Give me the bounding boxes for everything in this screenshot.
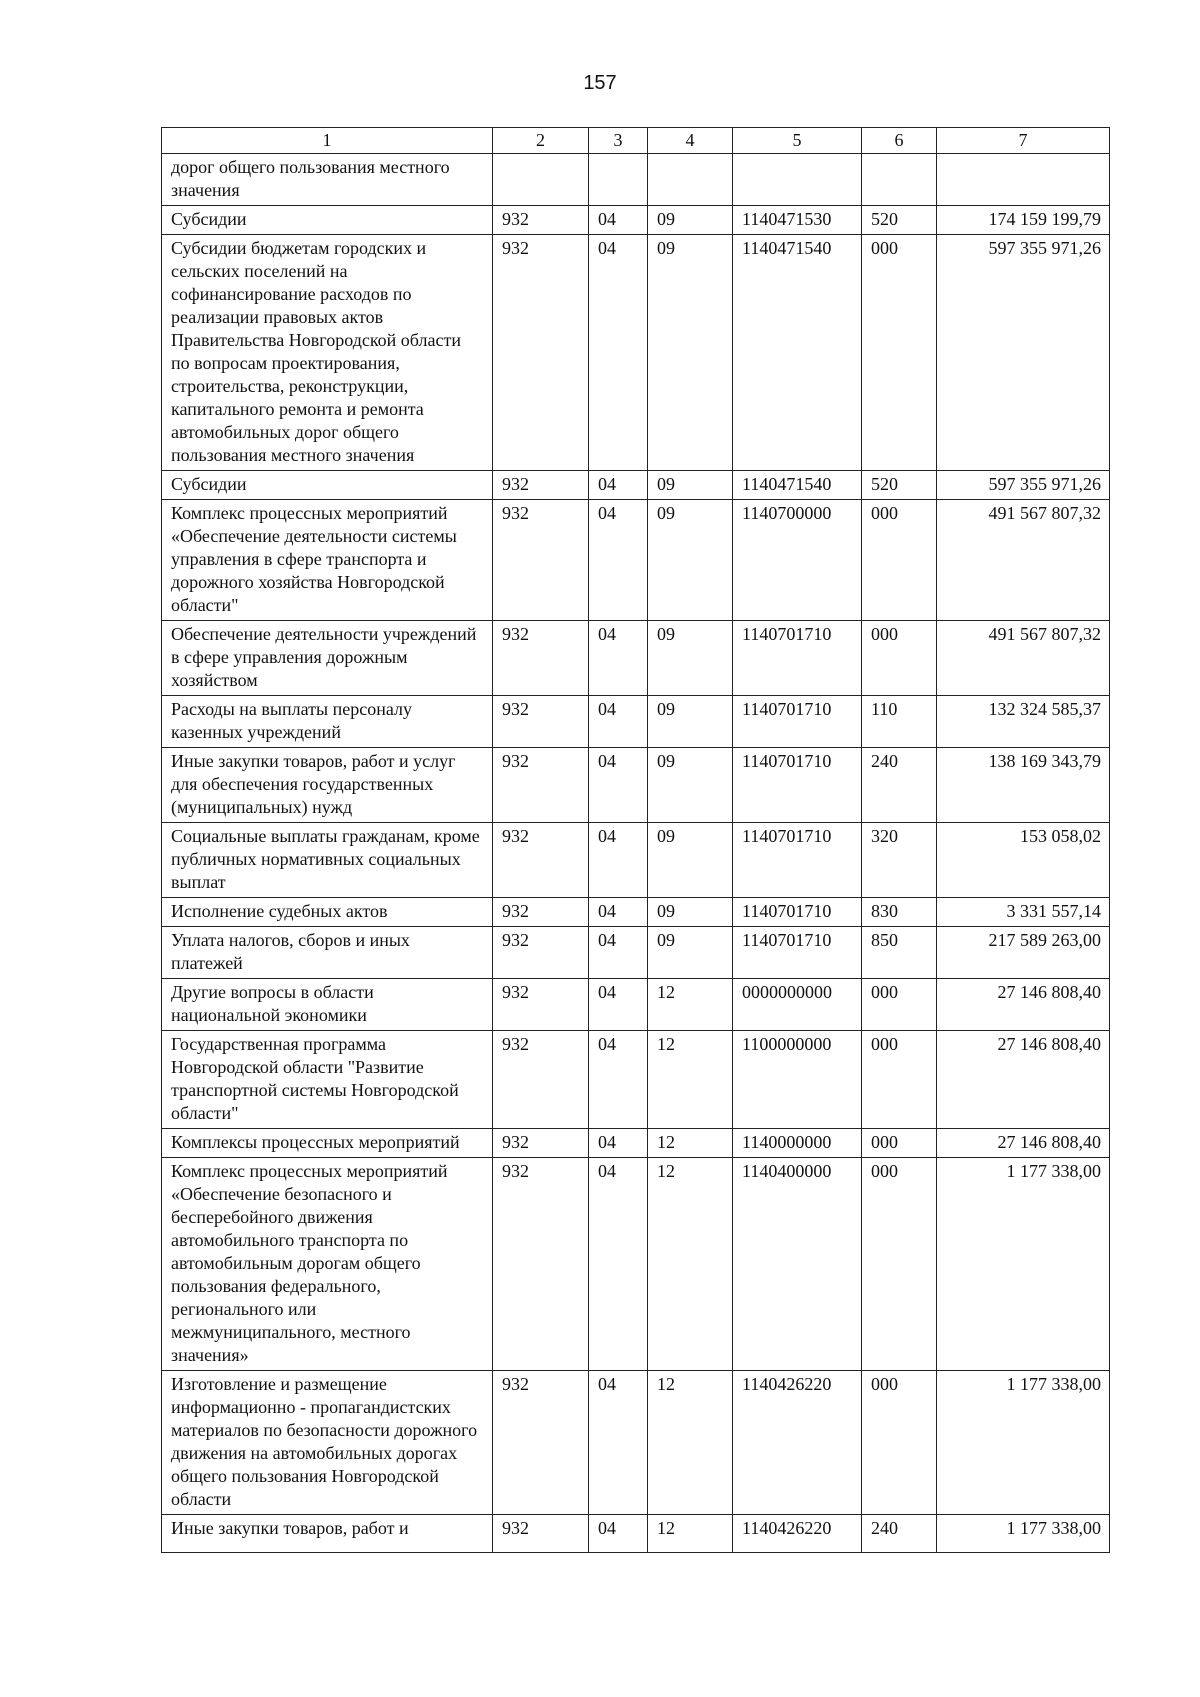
row-amount-cell: 3 331 557,14 [937,898,1110,927]
table-row [162,471,1110,500]
row-subsection-cell: 12 [648,1129,733,1158]
row-target-article-cell: 1140400000 [733,1158,862,1371]
row-section-cell: 04 [589,1371,648,1515]
row-name-cell: Исполнение судебных актов [162,898,493,927]
row-grbs-cell: 932 [493,1515,589,1553]
row-grbs-cell: 932 [493,696,589,748]
row-expense-type-cell: 000 [862,979,937,1031]
row-target-article-cell: 1140426220 [733,1515,862,1553]
row-section-cell: 04 [589,621,648,696]
page-number: 157 [583,72,617,94]
row-amount-cell: 1 177 338,00 [937,1515,1110,1553]
row-name-cell: Обеспечение деятельности учреждений в сфере управления дорожным хозяйством [162,621,493,696]
row-name-cell: Субсидии бюджетам городских и сельских поселений на софинансирование расходов по реализации правовых актов Правительства Новгородской области по вопросам проектирования, строительства, реконструкции, капитального ремонта и ремонта автомобильных дорог общего пользования местного значения [162,235,493,471]
row-amount-cell: 132 324 585,37 [937,696,1110,748]
row-grbs-cell: 932 [493,621,589,696]
row-grbs-cell: 932 [493,500,589,621]
row-subsection-cell: 09 [648,235,733,471]
row-name-cell: дорог общего пользования местного значения [162,154,493,206]
table-row [162,206,1110,235]
header-row [162,128,1110,154]
row-subsection-cell: 09 [648,748,733,823]
row-name-cell: Расходы на выплаты персоналу казенных учреждений [162,696,493,748]
table-row [162,823,1110,898]
row-grbs-cell: 932 [493,979,589,1031]
row-section-cell: 04 [589,898,648,927]
row-target-article-cell: 1140701710 [733,927,862,979]
row-grbs-cell: 932 [493,927,589,979]
table-row [162,1129,1110,1158]
row-amount-cell: 174 159 199,79 [937,206,1110,235]
row-section-cell: 04 [589,471,648,500]
row-section-cell: 04 [589,696,648,748]
row-amount-cell: 491 567 807,32 [937,621,1110,696]
row-expense-type-cell: 000 [862,621,937,696]
row-expense-type-cell: 000 [862,235,937,471]
row-expense-type-cell: 000 [862,1158,937,1371]
row-section-cell: 04 [589,823,648,898]
column-header: 5 [733,128,862,154]
table-row [162,621,1110,696]
row-expense-type-cell: 110 [862,696,937,748]
row-section-cell: 04 [589,748,648,823]
row-section-cell: 04 [589,979,648,1031]
row-amount-cell: 153 058,02 [937,823,1110,898]
row-subsection-cell: 12 [648,1031,733,1129]
row-subsection-cell: 12 [648,979,733,1031]
row-expense-type-cell: 000 [862,1371,937,1515]
table-row [162,696,1110,748]
row-name-cell: Государственная программа Новгородской области "Развитие транспортной системы Новгородской области" [162,1031,493,1129]
row-grbs-cell: 932 [493,1158,589,1371]
row-section-cell: 04 [589,927,648,979]
row-expense-type-cell: 240 [862,748,937,823]
row-target-article-cell: 1140471540 [733,471,862,500]
row-name-cell: Другие вопросы в области национальной экономики [162,979,493,1031]
row-name-cell: Социальные выплаты гражданам, кроме публичных нормативных социальных выплат [162,823,493,898]
table-row [162,1158,1110,1371]
row-expense-type-cell: 830 [862,898,937,927]
row-name-cell: Субсидии [162,471,493,500]
row-subsection-cell: 09 [648,471,733,500]
column-header: 3 [589,128,648,154]
row-target-article-cell: 1140701710 [733,898,862,927]
row-section-cell: 04 [589,1158,648,1371]
row-grbs-cell: 932 [493,206,589,235]
row-subsection-cell: 09 [648,500,733,621]
row-grbs-cell: 932 [493,898,589,927]
table-row [162,500,1110,621]
row-grbs-cell: 932 [493,1031,589,1129]
table-row [162,979,1110,1031]
row-grbs-cell: 932 [493,471,589,500]
row-amount-cell: 217 589 263,00 [937,927,1110,979]
column-header: 4 [648,128,733,154]
row-expense-type-cell: 000 [862,1129,937,1158]
table-row [162,927,1110,979]
row-section-cell [589,154,648,206]
row-name-cell: Иные закупки товаров, работ и услуг для обеспечения государственных (муниципальных) нужд [162,748,493,823]
column-header: 2 [493,128,589,154]
row-expense-type-cell: 320 [862,823,937,898]
row-subsection-cell: 09 [648,696,733,748]
row-amount-cell: 27 146 808,40 [937,1129,1110,1158]
row-target-article-cell [733,154,862,206]
row-amount-cell: 1 177 338,00 [937,1371,1110,1515]
row-grbs-cell: 932 [493,1371,589,1515]
row-name-cell: Комплексы процессных мероприятий [162,1129,493,1158]
row-expense-type-cell: 000 [862,1031,937,1129]
row-grbs-cell: 932 [493,823,589,898]
row-amount-cell: 27 146 808,40 [937,1031,1110,1129]
row-section-cell: 04 [589,206,648,235]
row-amount-cell: 491 567 807,32 [937,500,1110,621]
row-expense-type-cell: 850 [862,927,937,979]
row-grbs-cell: 932 [493,748,589,823]
table-row [162,748,1110,823]
row-target-article-cell: 0000000000 [733,979,862,1031]
row-subsection-cell: 09 [648,927,733,979]
row-target-article-cell: 1140701710 [733,696,862,748]
table-row [162,154,1110,206]
row-name-cell: Изготовление и размещение информационно - пропагандистских материалов по безопасности дорожного движения на автомобильных дорогах общего пользования Новгородской области [162,1371,493,1515]
row-subsection-cell: 09 [648,621,733,696]
row-subsection-cell: 12 [648,1158,733,1371]
row-expense-type-cell [862,154,937,206]
row-target-article-cell: 1140471540 [733,235,862,471]
row-grbs-cell: 932 [493,1129,589,1158]
row-target-article-cell: 1140426220 [733,1371,862,1515]
row-amount-cell: 597 355 971,26 [937,235,1110,471]
row-name-cell: Иные закупки товаров, работ и [162,1515,493,1553]
table-row [162,1031,1110,1129]
row-section-cell: 04 [589,235,648,471]
row-expense-type-cell: 520 [862,206,937,235]
column-header: 7 [937,128,1110,154]
row-target-article-cell: 1140701710 [733,823,862,898]
row-subsection-cell: 09 [648,206,733,235]
row-target-article-cell: 1140700000 [733,500,862,621]
table-row [162,235,1110,471]
row-section-cell: 04 [589,1129,648,1158]
table-row [162,1515,1110,1553]
table-row [162,898,1110,927]
column-header: 1 [162,128,493,154]
row-subsection-cell [648,154,733,206]
budget-table [161,127,1110,1553]
row-amount-cell [937,154,1110,206]
row-amount-cell: 597 355 971,26 [937,471,1110,500]
row-subsection-cell: 09 [648,823,733,898]
row-grbs-cell: 932 [493,235,589,471]
row-target-article-cell: 1140471530 [733,206,862,235]
row-name-cell: Уплата налогов, сборов и иных платежей [162,927,493,979]
row-target-article-cell: 1140701710 [733,621,862,696]
table-row [162,1371,1110,1515]
column-header: 6 [862,128,937,154]
row-target-article-cell: 1100000000 [733,1031,862,1129]
row-subsection-cell: 12 [648,1371,733,1515]
row-section-cell: 04 [589,1031,648,1129]
row-name-cell: Комплекс процессных мероприятий «Обеспечение безопасного и бесперебойного движения автомобильного транспорта по автомобильным дорогам общего пользования федерального, регионального или межмуниципального, местного значения» [162,1158,493,1371]
row-name-cell: Комплекс процессных мероприятий «Обеспечение деятельности системы управления в сфере транспорта и дорожного хозяйства Новгородской области" [162,500,493,621]
row-name-cell: Субсидии [162,206,493,235]
row-target-article-cell: 1140701710 [733,748,862,823]
row-amount-cell: 27 146 808,40 [937,979,1110,1031]
row-expense-type-cell: 240 [862,1515,937,1553]
row-amount-cell: 1 177 338,00 [937,1158,1110,1371]
row-subsection-cell: 09 [648,898,733,927]
row-expense-type-cell: 520 [862,471,937,500]
row-section-cell: 04 [589,1515,648,1553]
row-amount-cell: 138 169 343,79 [937,748,1110,823]
row-section-cell: 04 [589,500,648,621]
row-target-article-cell: 1140000000 [733,1129,862,1158]
row-subsection-cell: 12 [648,1515,733,1553]
row-expense-type-cell: 000 [862,500,937,621]
row-grbs-cell [493,154,589,206]
